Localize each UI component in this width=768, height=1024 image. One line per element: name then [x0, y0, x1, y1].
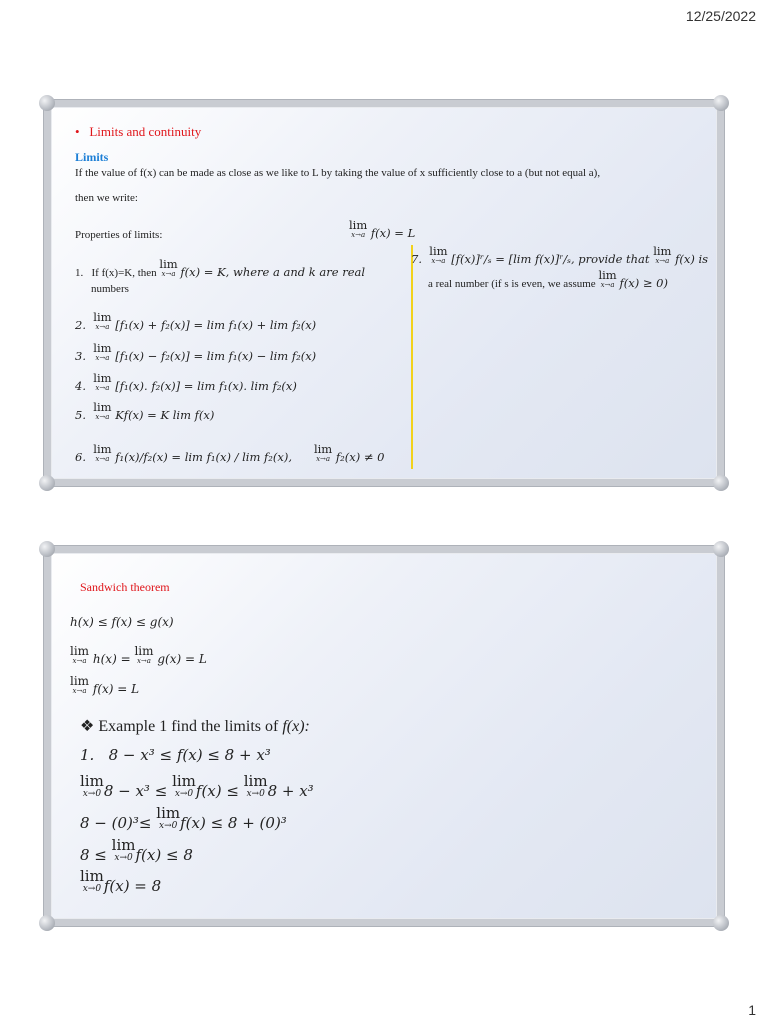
property-7-formula-tail: f(x) is	[675, 252, 709, 266]
property-number: 3.	[75, 349, 86, 363]
step-2-right: 8 + x³	[267, 782, 314, 800]
lim-word: lim	[172, 772, 196, 790]
slide-title: Sandwich theorem	[80, 580, 170, 594]
lim-subscript: x→a	[655, 257, 670, 265]
property-5-formula: Kf(x) = K lim f(x)	[115, 408, 215, 422]
lim-word: lim	[243, 772, 268, 790]
board-corner	[39, 915, 55, 931]
property-3	[75, 341, 316, 363]
theorem-line-3	[70, 674, 139, 696]
example-step-5	[80, 867, 161, 895]
lim-subscript: x→a	[95, 413, 110, 421]
theorem-line-2-right: g(x) = L	[157, 652, 207, 666]
lim-subscript: x→a	[95, 384, 110, 392]
step-5-formula: f(x) = 8	[103, 877, 162, 895]
slide-title	[75, 124, 201, 140]
step-4-left: 8 ≤	[80, 846, 107, 864]
properties-heading: Properties of limits:	[75, 229, 163, 241]
theorem-line-1: h(x) ≤ f(x) ≤ g(x)	[70, 615, 174, 629]
lim-word: lim	[93, 341, 112, 355]
lim-word: lim	[598, 268, 617, 282]
property-1	[75, 257, 365, 279]
lim-subscript: x→a	[600, 281, 615, 289]
lim-word: lim	[93, 371, 112, 385]
property-number: 5.	[75, 408, 86, 422]
definition-formula-rest: f(x) = L	[370, 226, 416, 240]
theorem-line-3-right: f(x) = L	[92, 682, 140, 696]
property-1-formula: f(x) = K, where a and k are real	[180, 265, 366, 279]
lim-subscript: x→0	[114, 853, 133, 863]
lim-subscript: x→a	[72, 657, 87, 665]
lim-word: lim	[159, 257, 178, 271]
step-2-middle: f(x) ≤	[195, 782, 239, 800]
lim-word: lim	[313, 442, 333, 456]
lim-word: lim	[70, 644, 90, 658]
property-number: 6.	[75, 450, 86, 464]
theorem-line-2	[70, 644, 207, 666]
property-7-continued	[428, 268, 668, 290]
lim-subscript: x→a	[72, 687, 87, 695]
diamond-bullet-icon: ❖	[80, 718, 95, 735]
lim-word: lim	[93, 310, 112, 324]
column-divider	[411, 245, 413, 469]
property-6-formula: f₁(x)/f₂(x) = lim f₁(x) / lim f₂(x),	[115, 450, 293, 464]
lim-subscript: x→a	[95, 354, 110, 362]
slide-limits	[44, 100, 724, 486]
step-1-formula: 8 − x³ ≤ f(x) ≤ 8 + x³	[108, 746, 271, 764]
board-corner	[713, 95, 729, 111]
step-number: 1.	[80, 746, 95, 764]
example-heading	[80, 716, 310, 736]
lim-subscript: x→0	[174, 789, 194, 799]
step-2-left: 8 − x³ ≤	[103, 782, 168, 800]
property-4	[75, 371, 297, 393]
property-7	[411, 244, 708, 266]
example-step-2	[80, 772, 314, 800]
lim-word: lim	[349, 218, 368, 232]
property-3-formula: [f₁(x) − f₂(x)] = lim f₁(x) − lim f₂(x)	[115, 349, 317, 363]
property-7-condition: f(x) ≥ 0)	[619, 276, 668, 290]
board-corner	[713, 475, 729, 491]
lim-subscript: x→0	[82, 884, 102, 894]
lim-subscript: x→a	[136, 657, 151, 665]
property-7-formula: [f(x)]ʳ/ₛ = [lim f(x)]ʳ/ₛ, provide that	[451, 252, 650, 266]
lim-subscript: x→0	[159, 821, 178, 831]
example-title: Example 1 find the limits of	[98, 718, 279, 735]
property-7-text: a real number (if s is even, we assume	[428, 278, 596, 290]
definition-formula	[349, 218, 415, 240]
board-corner	[39, 95, 55, 111]
property-number: 7.	[411, 252, 422, 266]
lim-subscript: x→a	[95, 455, 110, 463]
step-3-left: 8 − (0)³≤	[80, 814, 152, 832]
board-corner	[39, 541, 55, 557]
property-6-condition: f₂(x) ≠ 0	[335, 450, 385, 464]
bullet: •	[75, 124, 80, 139]
step-4-right: f(x) ≤ 8	[135, 846, 193, 864]
page-number: 1	[748, 1002, 756, 1018]
property-number: 4.	[75, 379, 86, 393]
lim-word: lim	[93, 400, 112, 414]
lim-subscript: x→a	[161, 270, 176, 278]
lim-subscript: x→a	[95, 323, 110, 331]
lim-word: lim	[653, 244, 672, 258]
page-date: 12/25/2022	[685, 8, 756, 24]
example-step-4	[80, 836, 193, 864]
subheading: Limits	[75, 150, 109, 164]
board-corner	[713, 915, 729, 931]
lim-subscript: x→0	[82, 789, 102, 799]
property-1-text: If f(x)=K, then	[91, 267, 157, 279]
example-step-1	[80, 746, 271, 764]
lim-word: lim	[80, 772, 104, 790]
definition-line-1: If the value of f(x) can be made as close as we like to L by taking the value of x sufficiently close to a (but not equal a),	[75, 167, 601, 179]
lim-word: lim	[93, 442, 112, 456]
property-2-formula: [f₁(x) + f₂(x)] = lim f₁(x) + lim f₂(x)	[115, 318, 317, 332]
lim-subscript: x→0	[246, 789, 265, 799]
property-number: 1.	[75, 267, 84, 279]
lim-subscript: x→a	[431, 257, 446, 265]
property-4-formula: [f₁(x). f₂(x)] = lim f₁(x). lim f₂(x)	[115, 379, 297, 393]
property-5	[75, 400, 214, 422]
lim-word: lim	[80, 867, 104, 885]
property-number: 2.	[75, 318, 86, 332]
lim-word: lim	[70, 674, 90, 688]
board-corner	[713, 541, 729, 557]
property-1-continued: numbers	[91, 283, 129, 295]
board-corner	[39, 475, 55, 491]
lim-word: lim	[134, 644, 154, 658]
lim-word: lim	[429, 244, 448, 258]
lim-word: lim	[156, 804, 181, 822]
definition-line-2: then we write:	[75, 192, 138, 204]
lim-subscript: x→a	[351, 231, 366, 239]
property-2	[75, 310, 316, 332]
slide-title-text: Limits and continuity	[89, 124, 202, 139]
step-3-right: f(x) ≤ 8 + (0)³	[180, 814, 287, 832]
example-step-3	[80, 804, 287, 832]
example-function: f(x):	[282, 718, 310, 735]
property-6	[75, 442, 384, 464]
slide-sandwich-theorem	[44, 546, 724, 926]
lim-subscript: x→a	[316, 455, 331, 463]
theorem-line-2-left: h(x) =	[92, 652, 131, 666]
lim-word: lim	[111, 836, 136, 854]
